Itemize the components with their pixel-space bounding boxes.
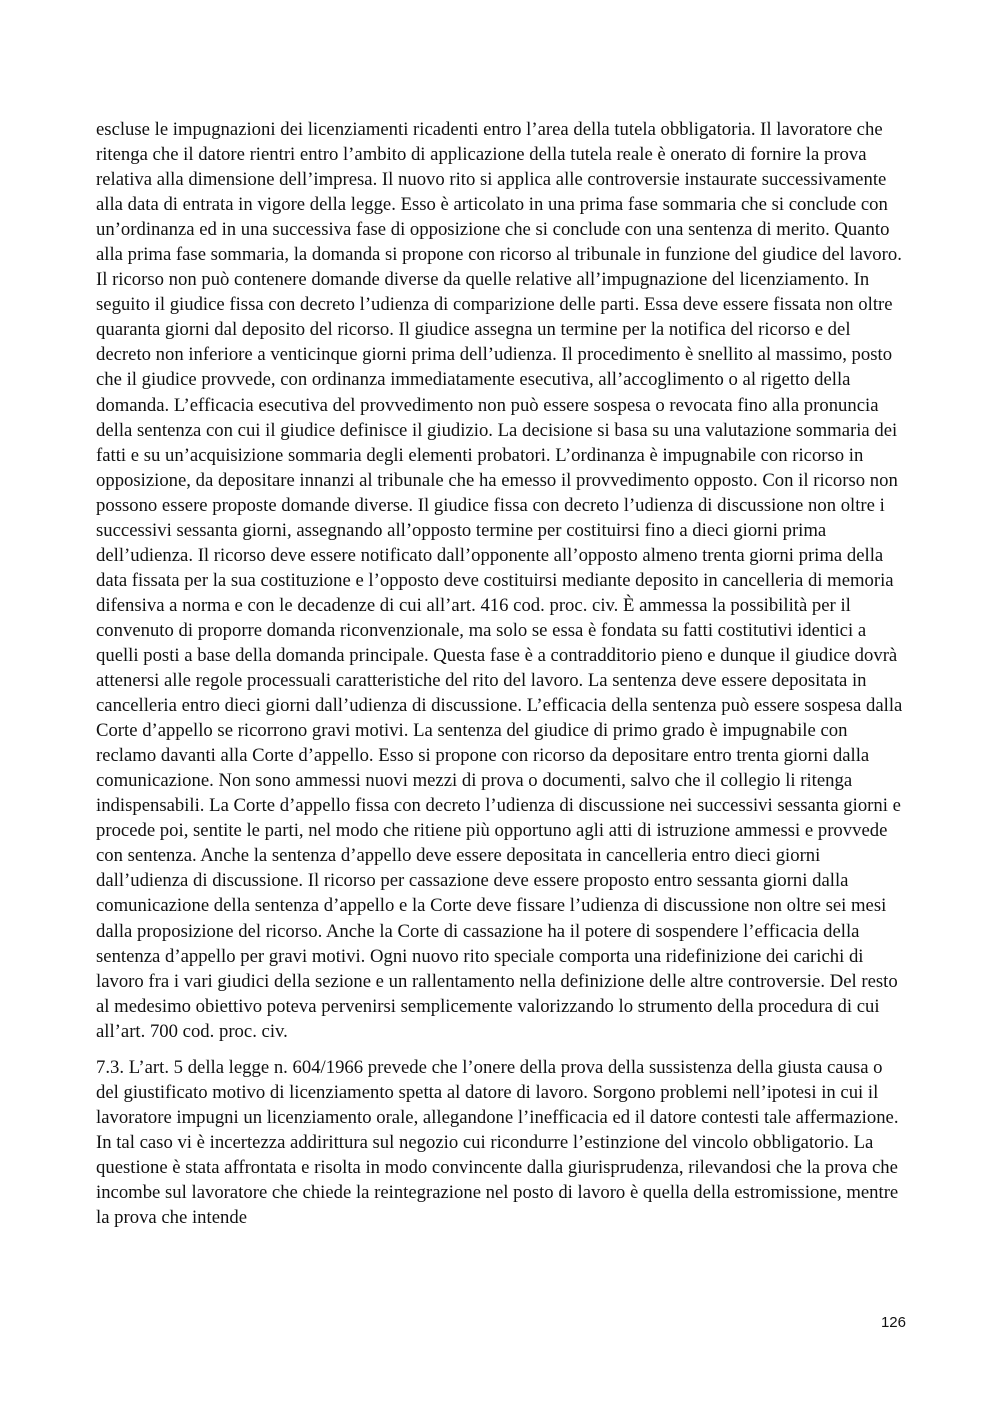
paragraph-section-7-3: 7.3. L’art. 5 della legge n. 604/1966 prevede che l’onere della prova della sussistenza della giusta causa o del giustificato motivo di licenziamento spetta al datore di lavoro. Sorgono problemi nell’ipotesi in cui il lavoratore impugni un licenziamento orale, allegandone l’inefficacia ed il datore contesti tale affermazione. In tal caso vi è incertezza addirittura sul negozio cui ricondurre l’estinzione del vincolo obbligatorio. La questione è stata affrontata e risolta in modo convincente dalla giurisprudenza, rilevandosi che la prova che incombe sul lavoratore che chiede la reintegrazione nel posto di lavoro è quella della estromissione, mentre la prova che intende (96, 1056, 899, 1229)
paragraph-rito-licenziamenti: escluse le impugnazioni dei licenziamenti ricadenti entro l’area della tutela obbligatoria. Il lavoratore che ritenga che il datore rientri entro l’ambito di applicazione della tutela reale è onerato di fornire la prova relativa alla dimensione dell’impresa. Il nuovo rito si applica alle controversie instaurate successivamente alla data di entrata in vigore della legge. Esso è articolato in una prima fase sommaria che si conclude con un’ordinanza ed in una successiva fase di opposizione che si conclude con una sentenza di merito. Quanto alla prima fase sommaria, la domanda si propone con ricorso al tribunale in funzione del giudice del lavoro. Il ricorso non può contenere domande diverse da quelle relative all’impugnazione del licenziamento. In seguito il giudice fissa con decreto l’udienza di comparizione delle parti. Essa deve essere fissata non oltre quaranta giorni dal deposito del ricorso. Il giudice assegna un termine per la notifica del ricorso e del decreto non inferiore a venticinque giorni prima dell’udienza. Il procedimento è snellito al massimo, posto che il giudice provvede, con ordinanza immediatamente esecutiva, all’accoglimento o al rigetto della domanda. L’efficacia esecutiva del provvedimento non può essere sospesa o revocata fino alla pronuncia della sentenza con cui il giudice definisce il giudizio. La decisione si basa su una valutazione sommaria dei fatti e su un’acquisizione sommaria degli elementi probatori. L’ordinanza è impugnabile con ricorso in opposizione, da depositare innanzi al tribunale che ha emesso il provvedimento opposto. Con il ricorso non possono essere proposte domande diverse. Il giudice fissa con decreto l’udienza di discussione non oltre i successivi sessanta giorni, assegnando all’opposto termine per costituirsi fino a dieci giorni prima dell’udienza. Il ricorso deve essere notificato dall’opponente all’opposto almeno trenta giorni prima della data fissata per la sua costituzione e l’opposto deve costituirsi mediante deposito in cancelleria di memoria difensiva a norma e con le decadenze di cui all’art. 416 cod. proc. civ. È ammessa la possibilità per il convenuto di proporre domanda riconvenzionale, ma solo se essa è fondata su fatti costitutivi identici a quelli posti a base della domanda principale. Questa fase è a contradditorio pieno e dunque il giudice dovrà attenersi alle regole processuali caratteristiche del rito del lavoro. La sentenza deve essere depositata in cancelleria entro dieci giorni dall’udienza di discussione. L’efficacia della sentenza può essere sospesa dalla Corte d’appello se ricorrono gravi motivi. La sentenza del giudice di primo grado è impugnabile con reclamo davanti alla Corte d’appello. Esso si propone con ricorso da depositare entro trenta giorni dalla comunicazione. Non sono ammessi nuovi mezzi di prova o documenti, salvo che il collegio li ritenga indispensabili. La Corte d’appello fissa con decreto l’udienza di discussione nei successivi sessanta giorni e procede poi, sentite le parti, nel modo che ritiene più opportuno agli atti di istruzione ammessi e provvede con sentenza. Anche la sentenza d’appello deve essere depositata in cancelleria entro dieci giorni dall’udienza di discussione. Il ricorso per cassazione deve essere proposto entro sessanta giorni dalla comunicazione della sentenza d’appello e la Corte deve fissare l’udienza di discussione non oltre sei mesi dalla proposizione del ricorso. Anche la Corte di cassazione ha il potere di sospendere l’efficacia della sentenza d’appello per gravi motivi. Ogni nuovo rito speciale comporta una ridefinizione dei carichi di lavoro fra i vari giudici della sezione e un rallentamento nella definizione delle altre controversie. Del resto al medesimo obiettivo poteva pervenirsi semplicemente valorizzando lo strumento della procedura di cui all’art. 700 cod. proc. civ. (96, 119, 903, 1042)
document-body (96, 117, 904, 1230)
page-number: 126 (880, 1314, 906, 1331)
